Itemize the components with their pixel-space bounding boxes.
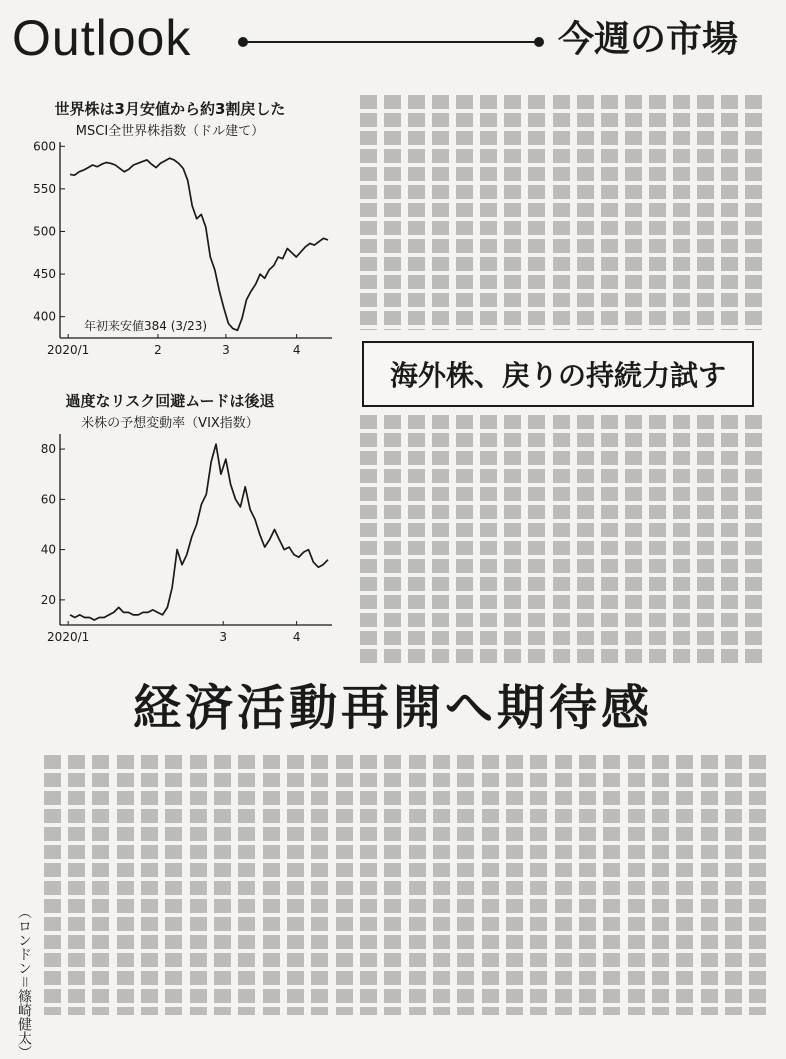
text-column [528, 415, 545, 665]
text-column [336, 755, 353, 1015]
page-header [0, 0, 786, 90]
text-column [408, 95, 425, 330]
x-tick-label: 2020/1 [47, 630, 90, 644]
text-column [697, 415, 714, 665]
text-column [577, 95, 594, 330]
text-column [409, 755, 426, 1015]
kicker-outlook: Outlook [12, 10, 192, 66]
chart-plot [20, 430, 340, 655]
x-tick-label: 2 [154, 343, 162, 357]
text-column [360, 95, 377, 330]
text-column [625, 415, 642, 665]
chart-msci [20, 98, 340, 368]
body-text-middle [356, 415, 766, 665]
y-tick-label: 550 [33, 181, 56, 196]
text-column [384, 755, 401, 1015]
x-tick-label: 3 [222, 343, 230, 357]
text-column [432, 95, 449, 330]
text-column [579, 755, 596, 1015]
text-column [553, 95, 570, 330]
text-column [530, 755, 547, 1015]
x-tick-label: 4 [292, 343, 301, 357]
headline: 経済活動再開へ期待感 [132, 680, 653, 736]
text-column [384, 415, 401, 665]
text-column [480, 95, 497, 330]
text-column [577, 415, 594, 665]
text-column [721, 415, 738, 665]
x-tick-label: 4 [292, 630, 301, 644]
text-column [482, 755, 499, 1015]
chart-subtitle: MSCI全世界株指数（ドル建て） [75, 124, 265, 139]
y-tick-label: 400 [33, 309, 56, 324]
text-column [263, 755, 280, 1015]
text-column [165, 755, 182, 1015]
text-column [480, 415, 497, 665]
y-tick-label: 600 [33, 139, 56, 154]
text-column [214, 755, 231, 1015]
text-column [553, 415, 570, 665]
text-column [673, 415, 690, 665]
text-column [360, 415, 377, 665]
series-line [70, 444, 328, 620]
y-tick-label: 500 [33, 224, 56, 239]
text-column [456, 95, 473, 330]
text-column [649, 415, 666, 665]
text-column [360, 755, 377, 1015]
text-column [528, 95, 545, 330]
text-column [68, 755, 85, 1015]
section-title: 今週の市場 [558, 18, 739, 60]
chart-title: 過度なリスク回避ムードは後退 [65, 392, 275, 410]
text-column [676, 755, 693, 1015]
text-column [384, 95, 401, 330]
text-column [504, 415, 521, 665]
text-column [725, 755, 742, 1015]
chart-plot [20, 138, 340, 368]
y-tick-label: 20 [40, 592, 56, 607]
text-column [555, 755, 572, 1015]
text-column [697, 95, 714, 330]
byline: （ロンドン＝篠崎健太） [16, 905, 32, 1059]
body-text-bottom [40, 755, 770, 1015]
text-column [601, 95, 618, 330]
text-column [745, 95, 762, 330]
chart-title: 世界株は3月安値から約3割戻した [54, 100, 286, 118]
text-column [745, 415, 762, 665]
y-tick-label: 40 [40, 542, 56, 557]
header-rule [243, 41, 538, 43]
text-column [701, 755, 718, 1015]
text-column [749, 755, 766, 1015]
text-column [92, 755, 109, 1015]
text-column [287, 755, 304, 1015]
series-line [70, 158, 328, 330]
text-column [238, 755, 255, 1015]
text-column [433, 755, 450, 1015]
text-column [457, 755, 474, 1015]
text-column [721, 95, 738, 330]
y-tick-label: 80 [40, 442, 56, 457]
text-column [506, 755, 523, 1015]
y-tick-label: 450 [33, 267, 56, 282]
y-tick-label: 60 [40, 492, 56, 507]
text-column [652, 755, 669, 1015]
text-column [408, 415, 425, 665]
text-column [628, 755, 645, 1015]
x-tick-label: 2020/1 [47, 343, 90, 357]
text-column [603, 755, 620, 1015]
chart-subtitle: 米株の予想変動率（VIX指数） [81, 416, 259, 431]
text-column [432, 415, 449, 665]
subheadline: 海外株、戻りの持続力試す [362, 341, 754, 407]
text-column [601, 415, 618, 665]
text-column [190, 755, 207, 1015]
text-column [504, 95, 521, 330]
text-column [673, 95, 690, 330]
text-column [649, 95, 666, 330]
text-column [44, 755, 61, 1015]
text-column [456, 415, 473, 665]
body-text-top [356, 95, 766, 330]
text-column [141, 755, 158, 1015]
rule-dot-right [534, 37, 544, 47]
text-column [625, 95, 642, 330]
text-column [117, 755, 134, 1015]
annotation-label: 年初来安値384 (3/23) [84, 319, 208, 333]
text-column [311, 755, 328, 1015]
x-tick-label: 3 [219, 630, 228, 644]
chart-vix [20, 390, 340, 655]
